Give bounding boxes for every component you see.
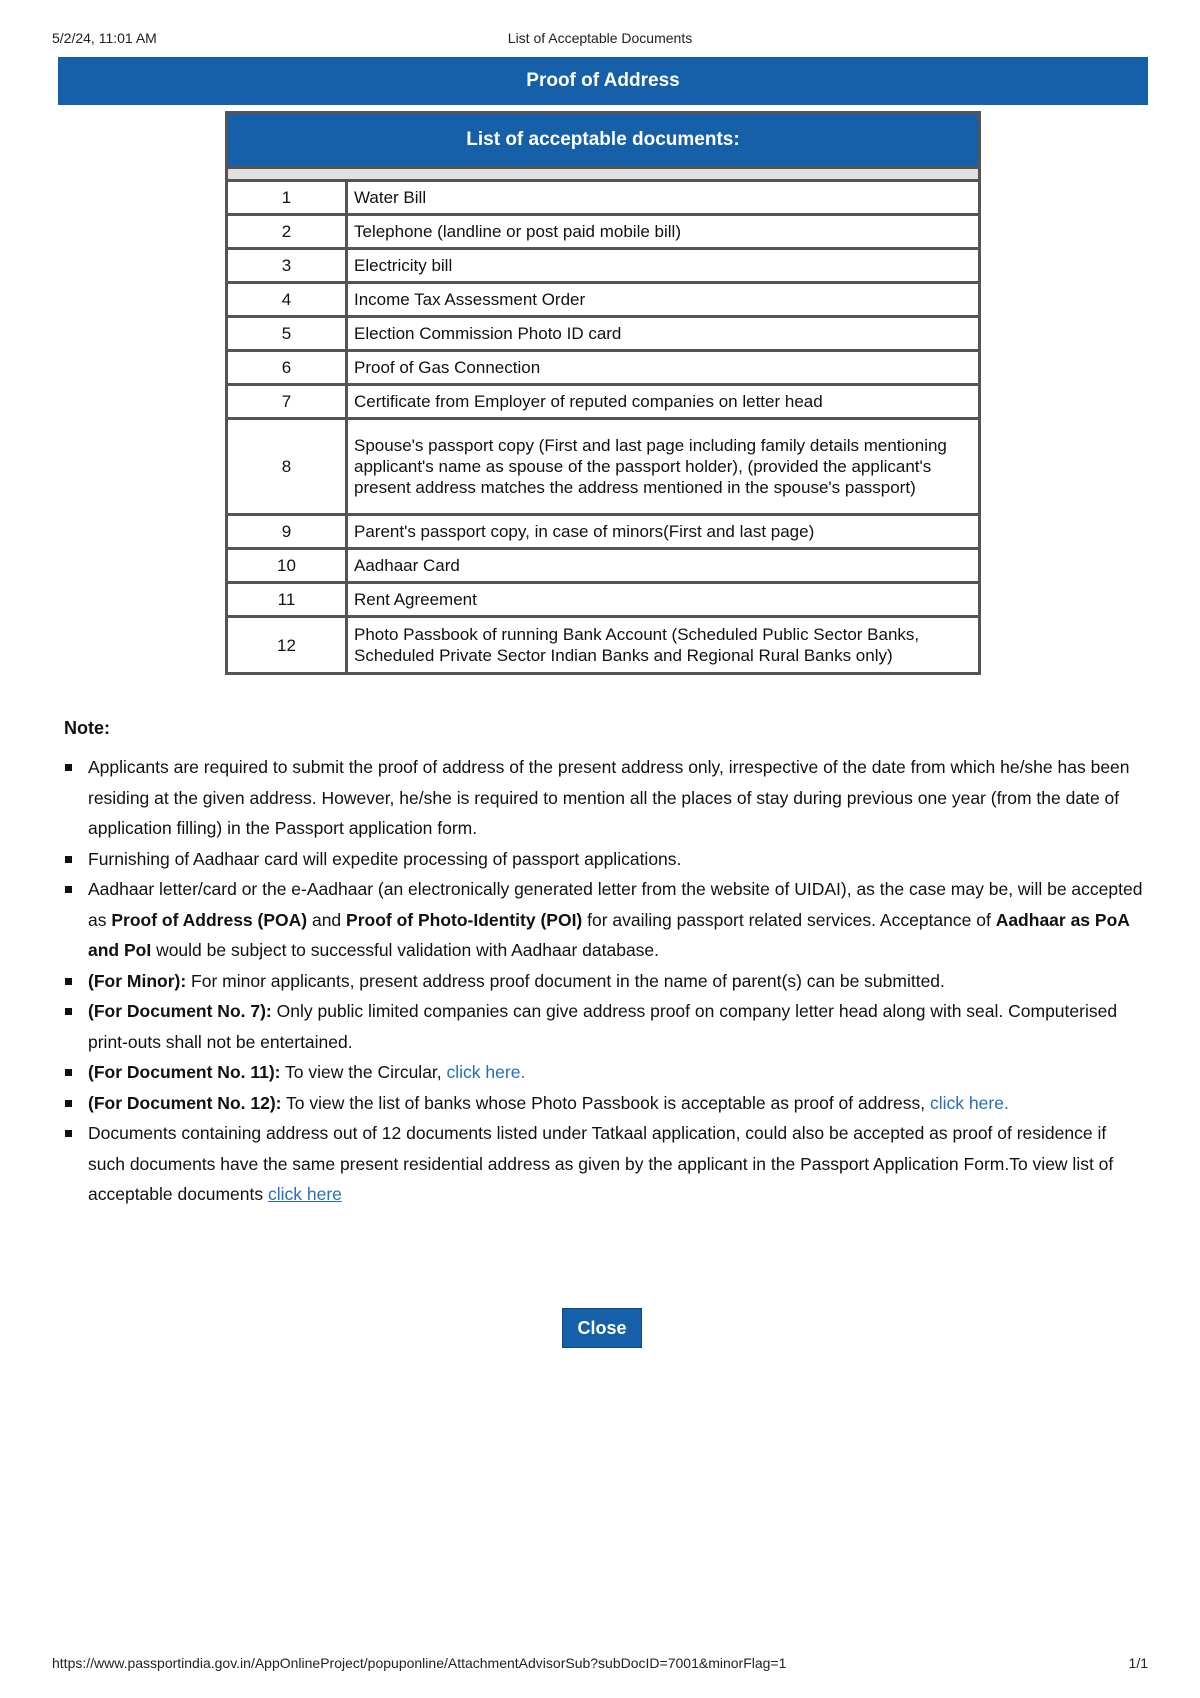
table-row [228, 318, 978, 352]
note-item [64, 1118, 1144, 1210]
square-bullet-icon [65, 764, 72, 771]
row-document-name: Telephone (landline or post paid mobile bill) [348, 216, 978, 250]
square-bullet-icon [65, 1008, 72, 1015]
note-label: Note: [64, 718, 110, 738]
note-bold-text: (For Document No. 7): [88, 1001, 272, 1021]
note-text: Aadhaar letter/card or the e-Aadhaar (an electronically generated letter from the website of UIDAI), as the case may be, will be accepted as [88, 879, 1143, 930]
row-number: 2 [228, 216, 348, 250]
note-bold-text: Aadhaar as PoA and PoI [88, 909, 1130, 960]
notes-list [64, 752, 1144, 1210]
note-bold-text: Proof of Address (POA) [111, 909, 308, 930]
banks-list-link[interactable]: click here [930, 1092, 1004, 1113]
square-bullet-icon [65, 1069, 72, 1076]
note-bold-text: (For Document No. 12): [88, 1092, 282, 1113]
row-number: 6 [228, 352, 348, 386]
note-text: would be subject to successful validation with Aadhaar database. [151, 940, 660, 960]
close-button[interactable]: Close [562, 1308, 642, 1348]
link-period: . [1003, 1092, 1009, 1113]
row-number: 11 [228, 584, 348, 618]
square-bullet-icon [65, 886, 72, 893]
table-row [228, 352, 978, 386]
note-bold-text: (For Minor): [88, 970, 187, 991]
note-text: For minor applicants, present address proof document in the name of parent(s) can be submitted. [186, 970, 945, 991]
square-bullet-icon [65, 856, 72, 863]
row-document-name: Electricity bill [348, 250, 978, 284]
note-item [64, 1057, 1144, 1088]
page-title-bar [58, 57, 1148, 105]
row-document-name: Parent's passport copy, in case of minors(First and last page) [348, 516, 978, 550]
table-row [228, 550, 978, 584]
table-row [228, 618, 978, 672]
note-text: Furnishing of Aadhaar card will expedite processing of passport applications. [88, 848, 682, 869]
table-row [228, 250, 978, 284]
table-row [228, 420, 978, 516]
table-row [228, 284, 978, 318]
page-title: Proof of Address [526, 70, 680, 91]
note-text: and [307, 909, 347, 930]
row-document-name: Election Commission Photo ID card [348, 318, 978, 352]
note-text: for availing passport related services. Acceptance of [582, 909, 996, 930]
link-period: . [520, 1062, 526, 1082]
row-document-name: Water Bill [348, 182, 978, 216]
row-number: 5 [228, 318, 348, 352]
row-number: 1 [228, 182, 348, 216]
row-document-name: Income Tax Assessment Order [348, 284, 978, 318]
table-row [228, 584, 978, 618]
note-bold-text: (For Document No. 11): [88, 1062, 281, 1082]
square-bullet-icon [65, 1130, 72, 1137]
square-bullet-icon [65, 978, 72, 985]
print-datetime: 5/2/24, 11:01 AM [52, 30, 157, 46]
row-document-name: Aadhaar Card [348, 550, 978, 584]
row-document-name: Rent Agreement [348, 584, 978, 618]
row-number: 7 [228, 386, 348, 420]
row-number: 9 [228, 516, 348, 550]
row-number: 3 [228, 250, 348, 284]
table-row [228, 516, 978, 550]
row-number: 10 [228, 550, 348, 584]
table-heading: List of acceptable documents: [228, 114, 978, 169]
note-item [64, 752, 1144, 844]
note-item [64, 966, 1144, 997]
table-row [228, 182, 978, 216]
row-document-name: Spouse's passport copy (First and last page including family details mentioning applicant's name as spouse of the passport holder), (provided the applicant's present address matches the address mentioned in the spouse's passport) [348, 420, 978, 516]
print-page-title: List of Acceptable Documents [507, 30, 693, 46]
note-text: Applicants are required to submit the proof of address of the present address only, irrespective of the date from which he/she has been residing at the given address. However, he/she is required to mention all the places of stay during previous one year (from the date of application filling) in the Passport application form. [88, 757, 1130, 838]
row-number: 8 [228, 420, 348, 516]
note-bold-text: Proof of Photo-Identity (POI) [346, 909, 583, 930]
note-item [64, 844, 1144, 875]
documents-table [225, 111, 981, 675]
row-document-name: Proof of Gas Connection [348, 352, 978, 386]
tatkaal-documents-link[interactable]: click here [267, 1184, 342, 1204]
table-row [228, 216, 978, 250]
row-number: 4 [228, 284, 348, 318]
circular-link[interactable]: click here [446, 1062, 521, 1082]
print-page-number: 1/1 [1128, 1655, 1148, 1671]
note-item [64, 874, 1144, 966]
table-spacer-row [228, 169, 978, 182]
row-document-name: Certificate from Employer of reputed companies on letter head [348, 386, 978, 420]
note-text: To view the Circular, [280, 1062, 447, 1082]
note-text: To view the list of banks whose Photo Passbook is acceptable as proof of address, [281, 1092, 931, 1113]
note-item [64, 1088, 1144, 1119]
row-document-name: Photo Passbook of running Bank Account (Scheduled Public Sector Banks, Scheduled Private Sector Indian Banks and Regional Rural Banks only) [354, 625, 920, 665]
square-bullet-icon [65, 1100, 72, 1107]
row-number: 12 [228, 618, 348, 672]
print-url: https://www.passportindia.gov.in/AppOnlineProject/popuponline/AttachmentAdvisorSub?subDocID=7001&minorFlag=1 [52, 1655, 787, 1671]
note-text: Documents containing address out of 12 documents listed under Tatkaal application, could also be accepted as proof of residence if such documents have the same present residential address as given by the applicant in the Passport Application Form.To view list of acceptable documents [88, 1123, 1114, 1204]
table-row [228, 386, 978, 420]
note-text: Only public limited companies can give address proof on company letter head along with seal. Computerised print-outs shall not be entertained. [88, 1001, 1118, 1052]
note-item [64, 996, 1144, 1057]
